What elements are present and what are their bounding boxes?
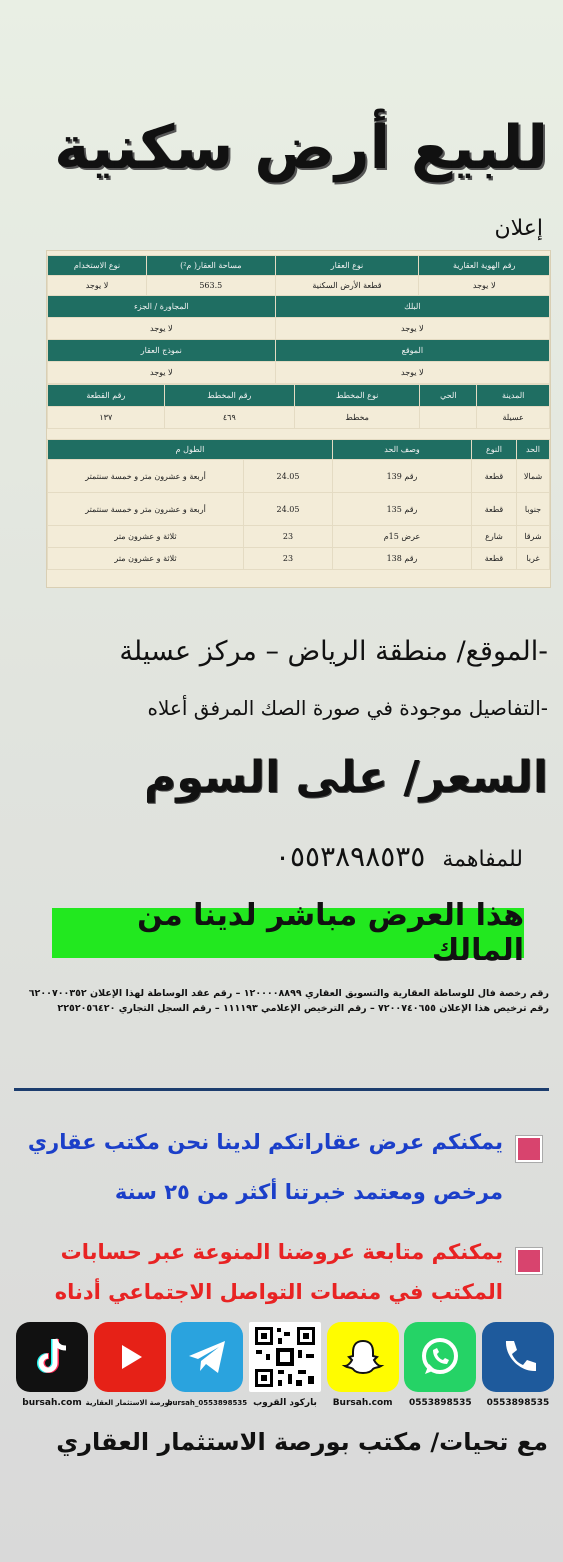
deed-header: الحد xyxy=(517,440,550,460)
contact-line xyxy=(0,840,523,873)
deed-header: رقم المخطط xyxy=(164,385,294,407)
bound-side: جنوبا xyxy=(517,493,550,526)
social-label: 0553898535 xyxy=(486,1398,550,1408)
price-line: السعر/ على السوم xyxy=(143,752,548,803)
bound-length-text: أربعة و عشرون متر و خمسة سنتمتر xyxy=(48,493,244,526)
bound-length-text: ثلاثة و عشرون متر xyxy=(48,526,244,548)
bound-type: قطعة xyxy=(472,460,517,493)
deed-header: نوع العقار xyxy=(275,256,419,276)
deed-header: وصف الحد xyxy=(333,440,472,460)
social-label: bursah.com xyxy=(22,1398,82,1408)
deed-header: مساحة العقار( م²) xyxy=(146,256,275,276)
deed-value xyxy=(420,407,477,429)
whatsapp-icon[interactable] xyxy=(404,1322,476,1392)
snapchat-icon[interactable] xyxy=(327,1322,399,1392)
tiktok-icon[interactable] xyxy=(16,1322,88,1392)
bound-length: 23 xyxy=(244,526,333,548)
promo-line: المكتب في منصات التواصل الاجتماعي أدناه xyxy=(54,1280,503,1304)
social-whatsapp[interactable] xyxy=(404,1322,476,1410)
deed-header: الطول م xyxy=(48,440,333,460)
bound-length: 24.05 xyxy=(244,493,333,526)
deed-header: النوع xyxy=(472,440,517,460)
deed-header: نموذج العقار xyxy=(48,340,276,362)
deed-table-top xyxy=(47,255,550,384)
bound-desc: عرض 15م xyxy=(333,526,472,548)
deed-header: نوع الاستخدام xyxy=(48,256,147,276)
divider xyxy=(14,1088,549,1091)
deed-table-plot xyxy=(47,384,550,429)
bound-side: شرقا xyxy=(517,526,550,548)
bound-length-text: أربعة و عشرون متر و خمسة سنتمتر xyxy=(48,460,244,493)
phone-icon[interactable] xyxy=(482,1322,554,1392)
deed-header: الموقع xyxy=(275,340,549,362)
bounds-row xyxy=(48,526,550,548)
qr-code-icon[interactable] xyxy=(249,1322,321,1392)
deed-header: رقم القطعة xyxy=(48,385,165,407)
promo-line: يمكنكم عرض عقاراتكم لدينا نحن مكتب عقاري xyxy=(27,1130,503,1154)
deed-header: البلك xyxy=(275,296,549,318)
closing-line: مع تحيات/ مكتب بورصة الاستثمار العقاري xyxy=(56,1428,548,1456)
deed-header: الحي xyxy=(420,385,477,407)
social-tiktok[interactable] xyxy=(16,1322,88,1410)
deed-value: ٤٦٩ xyxy=(164,407,294,429)
social-youtube[interactable] xyxy=(85,1322,172,1410)
promo-line: مرخص ومعتمد خبرتنا أكثر من ٢٥ سنة xyxy=(114,1180,503,1204)
bound-desc: رقم 139 xyxy=(333,460,472,493)
location-line: -الموقع/ منطقة الرياض – مركز عسيلة xyxy=(119,636,548,667)
details-line: -التفاصيل موجودة في صورة الصك المرفق أعلاه xyxy=(147,696,548,720)
deed-value: 563.5 xyxy=(146,276,275,296)
deed-value: قطعة الأرض السكنية xyxy=(275,276,419,296)
bound-length: 23 xyxy=(244,548,333,570)
bound-type: قطعة xyxy=(472,493,517,526)
deed-value: مخطط xyxy=(294,407,419,429)
deed-header: المدينة xyxy=(477,385,550,407)
bounds-row xyxy=(48,460,550,493)
social-snapchat[interactable] xyxy=(327,1322,399,1410)
bound-side: شمالا xyxy=(517,460,550,493)
deed-value: لا يوجد xyxy=(48,362,276,384)
bound-side: غربا xyxy=(517,548,550,570)
deed-value: لا يوجد xyxy=(419,276,550,296)
social-label: Bursah.com xyxy=(332,1398,393,1408)
deed-table-bounds xyxy=(47,439,550,570)
social-label: باركود القروب xyxy=(253,1398,317,1408)
bounds-row xyxy=(48,493,550,526)
deed-image xyxy=(46,250,551,588)
youtube-icon[interactable] xyxy=(94,1322,166,1392)
contact-number[interactable]: ٠٥٥٣٨٩٨٥٣٥ xyxy=(274,840,426,873)
deed-value: لا يوجد xyxy=(275,362,549,384)
deed-value: لا يوجد xyxy=(48,276,147,296)
social-label: bursah_0553898535 xyxy=(167,1399,248,1407)
bound-length: 24.05 xyxy=(244,460,333,493)
bounds-row xyxy=(48,548,550,570)
license-line: رقم رخصة فال للوساطة العقارية والتسويق العقاري ١٢٠٠٠٠٨٨٩٩ – رقم عقد الوساطة لهذا الإعلان ٦٢٠٠٧٠٠٣٥٢ xyxy=(28,988,549,999)
license-info xyxy=(16,986,549,1016)
bullet-icon xyxy=(516,1136,542,1162)
bound-type: شارع xyxy=(472,526,517,548)
deed-value: ١٣٧ xyxy=(48,407,165,429)
bound-type: قطعة xyxy=(472,548,517,570)
ad-label: إعلان xyxy=(494,216,543,241)
bound-length-text: ثلاثة و عشرون متر xyxy=(48,548,244,570)
social-label: بورصة الاستثمار العقارية xyxy=(85,1399,172,1407)
deed-value: عسيلة xyxy=(477,407,550,429)
deed-header: نوع المخطط xyxy=(294,385,419,407)
page-title: للبيع أرض سكنية xyxy=(54,113,548,183)
social-telegram[interactable] xyxy=(167,1322,248,1410)
deed-value: لا يوجد xyxy=(48,318,276,340)
license-line: رقم ترخيص هذا الإعلان ٧٢٠٠٧٤٠٦٥٥ – رقم الترخيص الإعلامي ١١١١٩٣ – رقم السجل التجاري ٢٢٥٢٠٥٦٤٢٠ xyxy=(57,1003,549,1014)
social-qr[interactable] xyxy=(249,1322,321,1410)
promo-line: يمكنكم متابعة عروضنا المنوعة عبر حسابات xyxy=(60,1240,503,1264)
social-label: 0553898535 xyxy=(408,1398,472,1408)
bullet-icon xyxy=(516,1248,542,1274)
social-bar xyxy=(16,1322,554,1410)
bound-desc: رقم 135 xyxy=(333,493,472,526)
bound-desc: رقم 138 xyxy=(333,548,472,570)
direct-offer-banner: هذا العرض مباشر لدينا من المالك xyxy=(52,908,524,958)
deed-value: لا يوجد xyxy=(275,318,549,340)
deed-header: رقم الهوية العقارية xyxy=(419,256,550,276)
contact-label: للمفاهمة xyxy=(442,847,523,872)
social-phone[interactable] xyxy=(482,1322,554,1410)
deed-header: المجاورة / الجزء xyxy=(48,296,276,318)
telegram-icon[interactable] xyxy=(171,1322,243,1392)
